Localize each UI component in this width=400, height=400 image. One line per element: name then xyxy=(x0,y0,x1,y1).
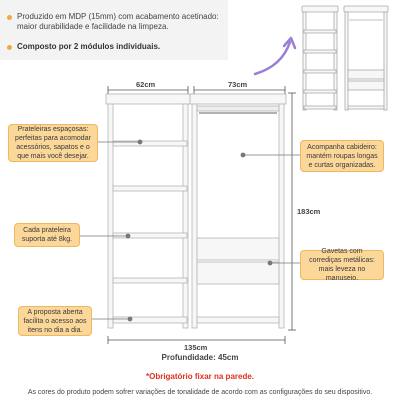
thumbnail-hanger-module xyxy=(344,6,388,110)
bullet-modules-text: Composto por 2 módulos individuais. xyxy=(17,42,161,51)
wall-mount-note: *Obrigatório fixar na parede. xyxy=(145,372,255,381)
callout-open-design: A proposta aberta facilita o acesso aos itens no dia a dia. xyxy=(18,306,92,336)
dim-right-width: 73cm xyxy=(228,80,248,89)
shelf-module-left xyxy=(106,94,190,328)
callout-hanger: Acompanha cabideiro: mantém roupas longas e curtas organizadas. xyxy=(300,140,384,172)
bullet-material-text: Produzido em MDP (15mm) com acabamento acetinado: maior durabilidade e facilidade na limpeza. xyxy=(17,12,219,31)
color-disclaimer: As cores do produto podem sofrer variações de tonalidade de acordo com as configurações do seu dispositivo. xyxy=(27,389,373,396)
dim-total-width: 135cm xyxy=(184,343,208,352)
callout-shelves: Prateleiras espaçosas: perfeitas para acomodar acessórios, sapatos e o que mais você desejar. xyxy=(8,124,98,162)
dim-left-width: 62cm xyxy=(136,80,156,89)
thumbnail-shelf-module xyxy=(302,6,338,110)
depth-label: Profundidade: 45cm xyxy=(161,353,239,362)
dim-height: 183cm xyxy=(297,207,321,216)
callout-shelf-capacity: Cada prateleira suporta até 8kg. xyxy=(14,223,80,247)
hanger-module-right xyxy=(190,94,286,328)
dimension-lines xyxy=(108,86,296,344)
callout-drawers: Gavetas com corrediças metálicas: mais leveza no manuseio. xyxy=(300,250,384,280)
